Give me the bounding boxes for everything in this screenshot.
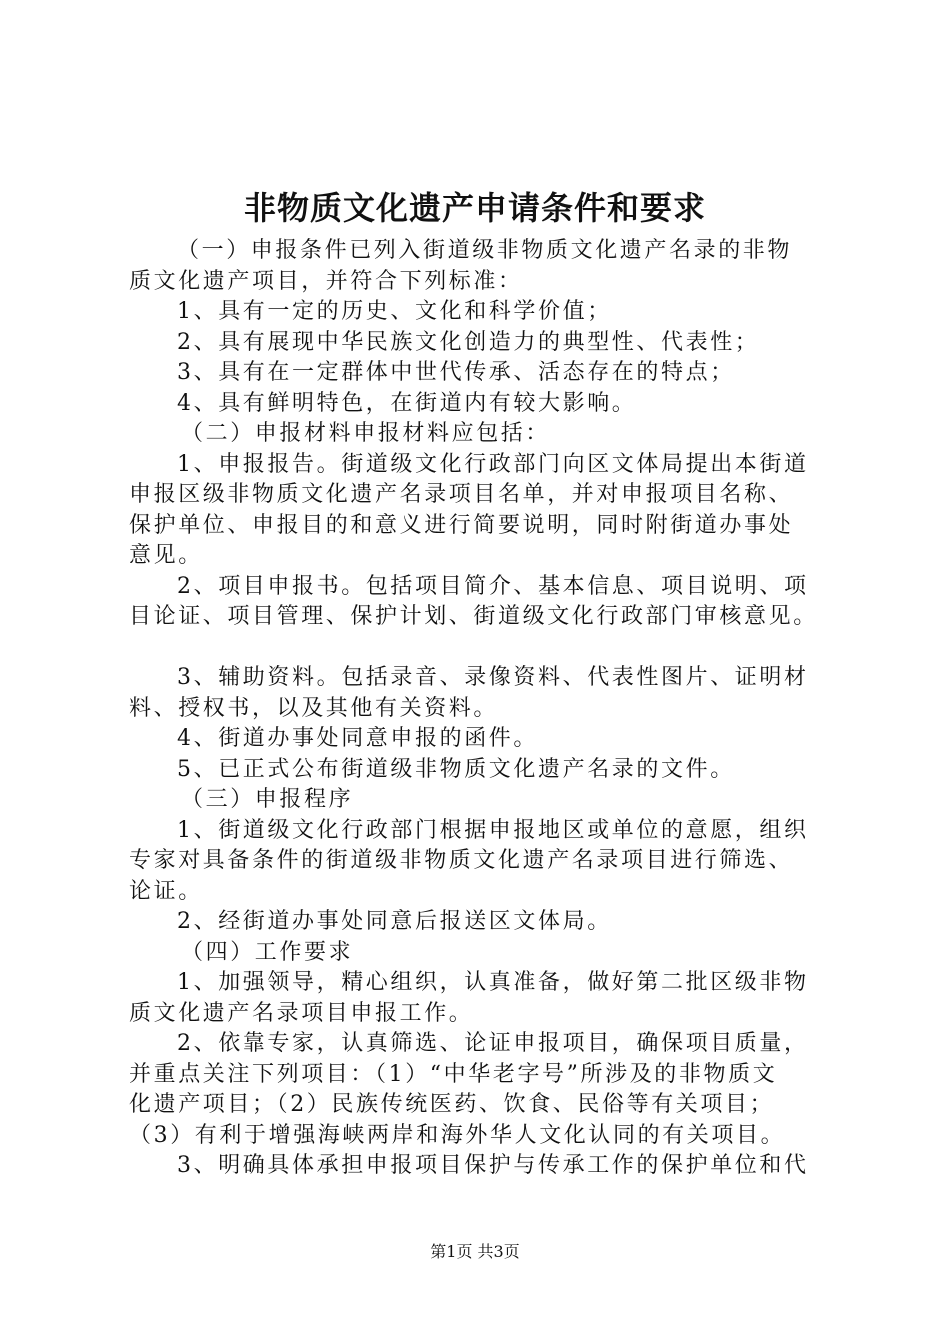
paragraph-line: 保护单位、申报目的和意义进行简要说明，同时附街道办事处 <box>129 512 794 538</box>
list-item: 3、辅助资料。包括录音、录像资料、代表性图片、证明材 <box>177 665 809 690</box>
section-heading: （三）申报程序 <box>181 787 354 812</box>
list-item: 2、项目申报书。包括项目简介、基本信息、项目说明、项 <box>177 573 809 599</box>
list-item: 1、申报报告。街道级文化行政部门向区文体局提出本街道 <box>177 451 809 477</box>
paragraph-line: 目论证、项目管理、保护计划、街道级文化行政部门审核意见。 <box>129 604 818 629</box>
list-item: 3、明确具体承担申报项目保护与传承工作的保护单位和代 <box>177 1153 809 1178</box>
document-body <box>129 236 834 1182</box>
paragraph-line: 意见。 <box>129 543 203 568</box>
section-heading: （二）申报材料申报材料应包括： <box>181 421 551 446</box>
paragraph-line: 质文化遗产项目，并符合下列标准： <box>129 268 523 294</box>
list-item: 1、具有一定的历史、文化和科学价值； <box>177 299 612 324</box>
list-item: 3、具有在一定群体中世代传承、活态存在的特点； <box>177 360 735 385</box>
paragraph-line: 专家对具备条件的街道级非物质文化遗产名录项目进行筛选、 <box>129 848 794 873</box>
list-item: 4、具有鲜明特色，在街道内有较大影响。 <box>177 390 637 416</box>
paragraph-line: （一）申报条件已列入街道级非物质文化遗产名录的非物 <box>177 238 793 263</box>
document-title: 非物质文化遗产申请条件和要求 <box>243 189 706 227</box>
paragraph-line: 申报区级非物质文化遗产名录项目名单，并对申报项目名称、 <box>129 482 794 507</box>
list-item: 5、已正式公布街道级非物质文化遗产名录的文件。 <box>177 756 735 782</box>
paragraph-line: 料、授权书，以及其他有关资料。 <box>129 695 499 721</box>
page-number: 第1页 共3页 <box>430 1242 520 1261</box>
paragraph-line: 论证。 <box>129 878 203 904</box>
paragraph-line: （3）有利于增强海峡两岸和海外华人文化认同的有关项目。 <box>129 1122 786 1148</box>
list-item: 2、具有展现中华民族文化创造力的典型性、代表性； <box>177 329 760 355</box>
paragraph-line: 化遗产项目；（2）民族传统医药、饮食、民俗等有关项目； <box>129 1092 775 1117</box>
list-item: 2、经街道办事处同意后报送区文体局。 <box>177 909 612 934</box>
blank-line <box>129 633 834 664</box>
paragraph-line: 并重点关注下列项目：（1）“中华老字号”所涉及的非物质文 <box>129 1061 778 1087</box>
paragraph-line: 质文化遗产名录项目申报工作。 <box>129 1000 474 1026</box>
list-item: 4、街道办事处同意申报的函件。 <box>177 726 538 751</box>
section-heading: （四）工作要求 <box>181 939 354 965</box>
list-item: 2、依靠专家，认真筛选、论证申报项目，确保项目质量， <box>177 1031 809 1056</box>
list-item: 1、加强领导，精心组织，认真准备，做好第二批区级非物 <box>177 970 809 995</box>
list-item: 1、街道级文化行政部门根据申报地区或单位的意愿，组织 <box>177 817 809 843</box>
